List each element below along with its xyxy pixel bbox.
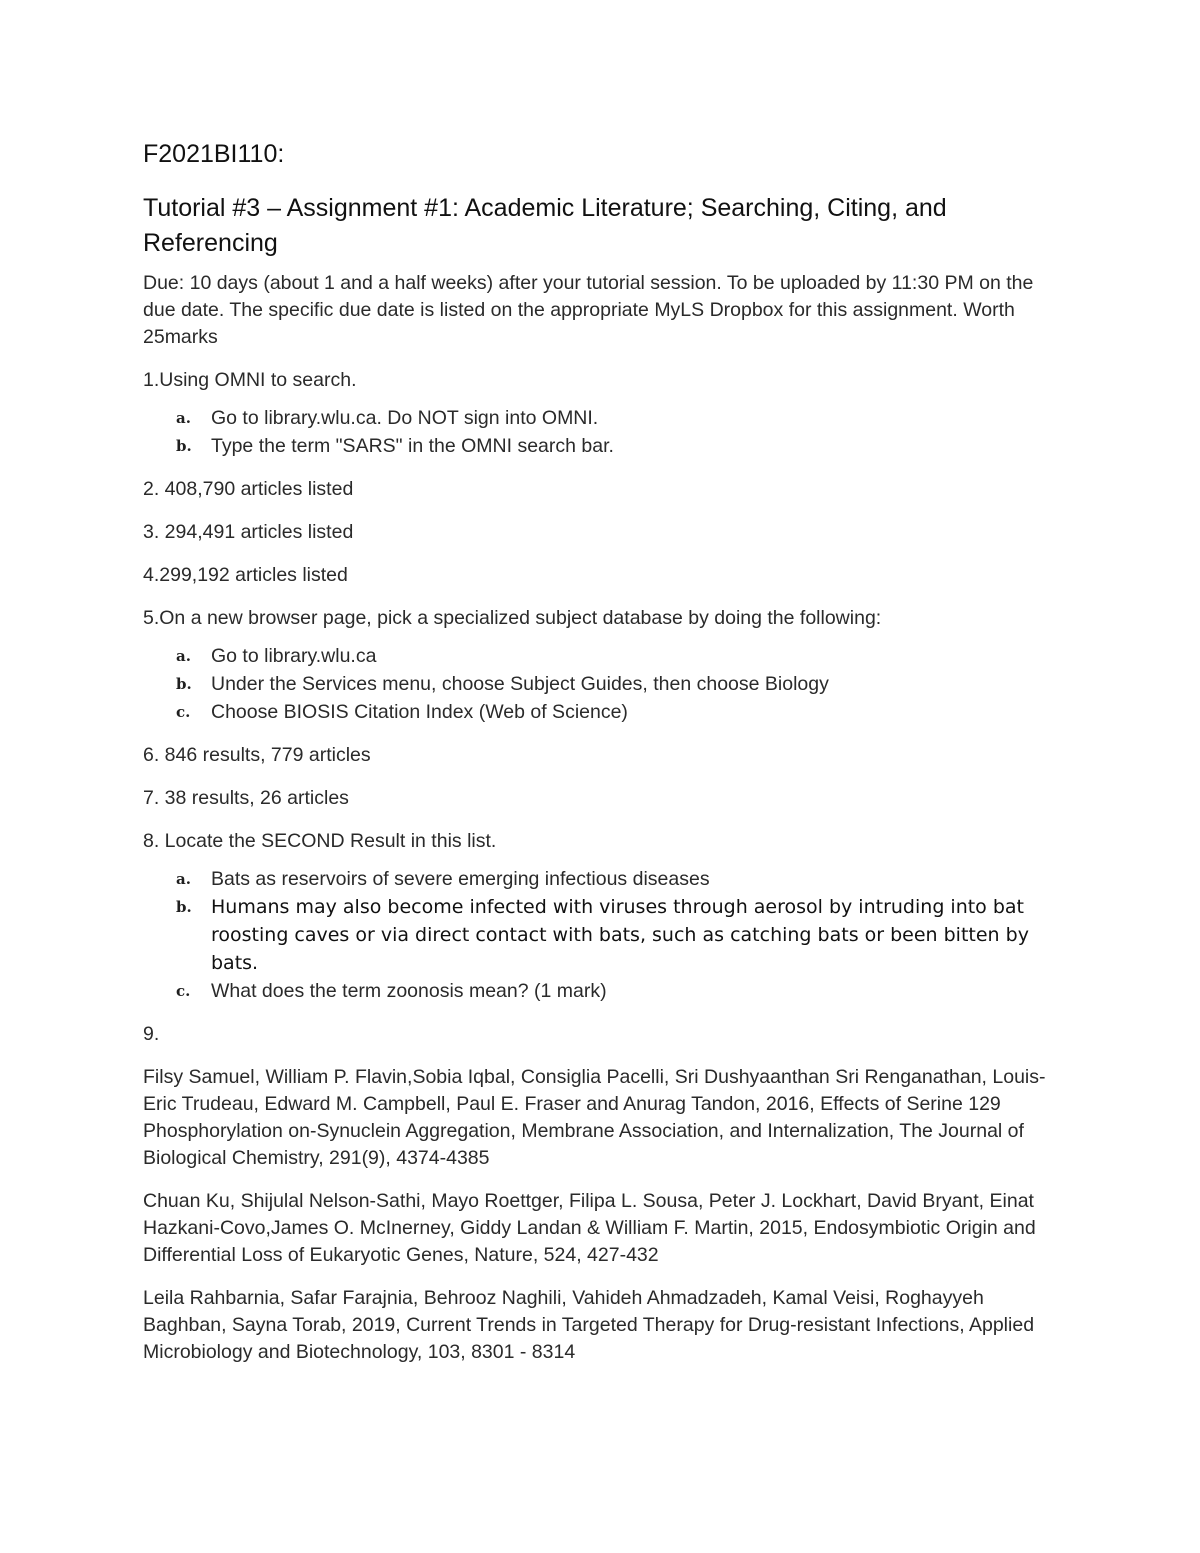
course-code: F2021BI110: [143, 140, 285, 168]
list-item-text: Type the term "SARS" in the OMNI search bar. [211, 434, 614, 457]
question-8-answers [143, 865, 1063, 1005]
list-item [143, 698, 1063, 726]
list-item [143, 404, 1063, 432]
list-marker: a. [176, 646, 191, 665]
list-marker: b. [176, 897, 192, 916]
list-marker: b. [176, 436, 192, 455]
question-6: 6. 846 results, 779 articles [143, 743, 371, 766]
question-7: 7. 38 results, 26 articles [143, 786, 349, 809]
list-marker: a. [176, 869, 191, 888]
list-marker: b. [176, 674, 192, 693]
list-item-text: Go to library.wlu.ca. Do NOT sign into OMNI. [211, 406, 599, 429]
question-1-steps [143, 404, 1063, 460]
question-4: 4.299,192 articles listed [143, 563, 348, 586]
list-item [143, 642, 1063, 670]
question-9: 9. [143, 1022, 160, 1045]
list-item-text: Choose BIOSIS Citation Index (Web of Science) [211, 700, 628, 723]
list-item [143, 865, 1063, 893]
list-item-text: Go to library.wlu.ca [211, 644, 377, 667]
list-marker: c. [176, 981, 191, 1000]
reference-entry: Chuan Ku, Shijulal Nelson-Sathi, Mayo Roettger, Filipa L. Sousa, Peter J. Lockhart, David Bryant, Einat Hazkani-Covo,James O. McInerney, Giddy Landan & William F. Martin, 2015, Endosymbiotic Origin and Differential Loss of Eukaryotic Genes, Nature, 524, 427-432 [143, 1189, 1036, 1266]
reference-entry: Leila Rahbarnia, Safar Farajnia, Behrooz Naghili, Vahideh Ahmadzadeh, Kamal Veisi, Roghayyeh Baghban, Sayna Torab, 2019, Current Trends in Targeted Therapy for Drug-resistant Infections, Applied Microbiology and Biotechnology, 103, 8301 - 8314 [143, 1286, 1035, 1363]
list-marker: c. [176, 702, 191, 721]
due-paragraph: Due: 10 days (about 1 and a half weeks) after your tutorial session. To be uploaded by 11:30 PM on the due date. The specific due date is listed on the appropriate MyLS Dropbox for this assignment. Worth 25marks [143, 271, 1034, 348]
question-1: 1.Using OMNI to search. [143, 368, 357, 391]
list-item [143, 893, 1063, 977]
list-item-text: What does the term zoonosis mean? (1 mark) [211, 979, 607, 1002]
question-5-steps [143, 642, 1063, 726]
list-item [143, 670, 1063, 698]
list-item [143, 977, 1063, 1005]
question-2: 2. 408,790 articles listed [143, 477, 354, 500]
document-body [143, 138, 1063, 1382]
question-3: 3. 294,491 articles listed [143, 520, 354, 543]
list-item [143, 432, 1063, 460]
document-title: Tutorial #3 – Assignment #1: Academic Literature; Searching, Citing, and Referencing [143, 193, 947, 257]
list-item-text: Bats as reservoirs of severe emerging infectious diseases [211, 867, 710, 890]
reference-entry: Filsy Samuel, William P. Flavin,Sobia Iqbal, Consiglia Pacelli, Sri Dushyaanthan Sri Renganathan, Louis-Eric Trudeau, Edward M. Campbell, Paul E. Fraser and Anurag Tandon, 2016, Effects of Serine 129 Phosphorylation on-Synuclein Aggregation, Membrane Association, and Internalization, The Journal of Biological Chemistry, 291(9), 4374-4385 [143, 1065, 1046, 1169]
list-item-text: Under the Services menu, choose Subject Guides, then choose Biology [211, 672, 829, 695]
list-marker: a. [176, 408, 191, 427]
list-item-text: Humans may also become infected with viruses through aerosol by intruding into bat roosting caves or via direct contact with bats, such as catching bats or been bitten by bats. [211, 895, 1029, 974]
question-5: 5.On a new browser page, pick a specialized subject database by doing the following: [143, 606, 882, 629]
question-8: 8. Locate the SECOND Result in this list. [143, 829, 497, 852]
